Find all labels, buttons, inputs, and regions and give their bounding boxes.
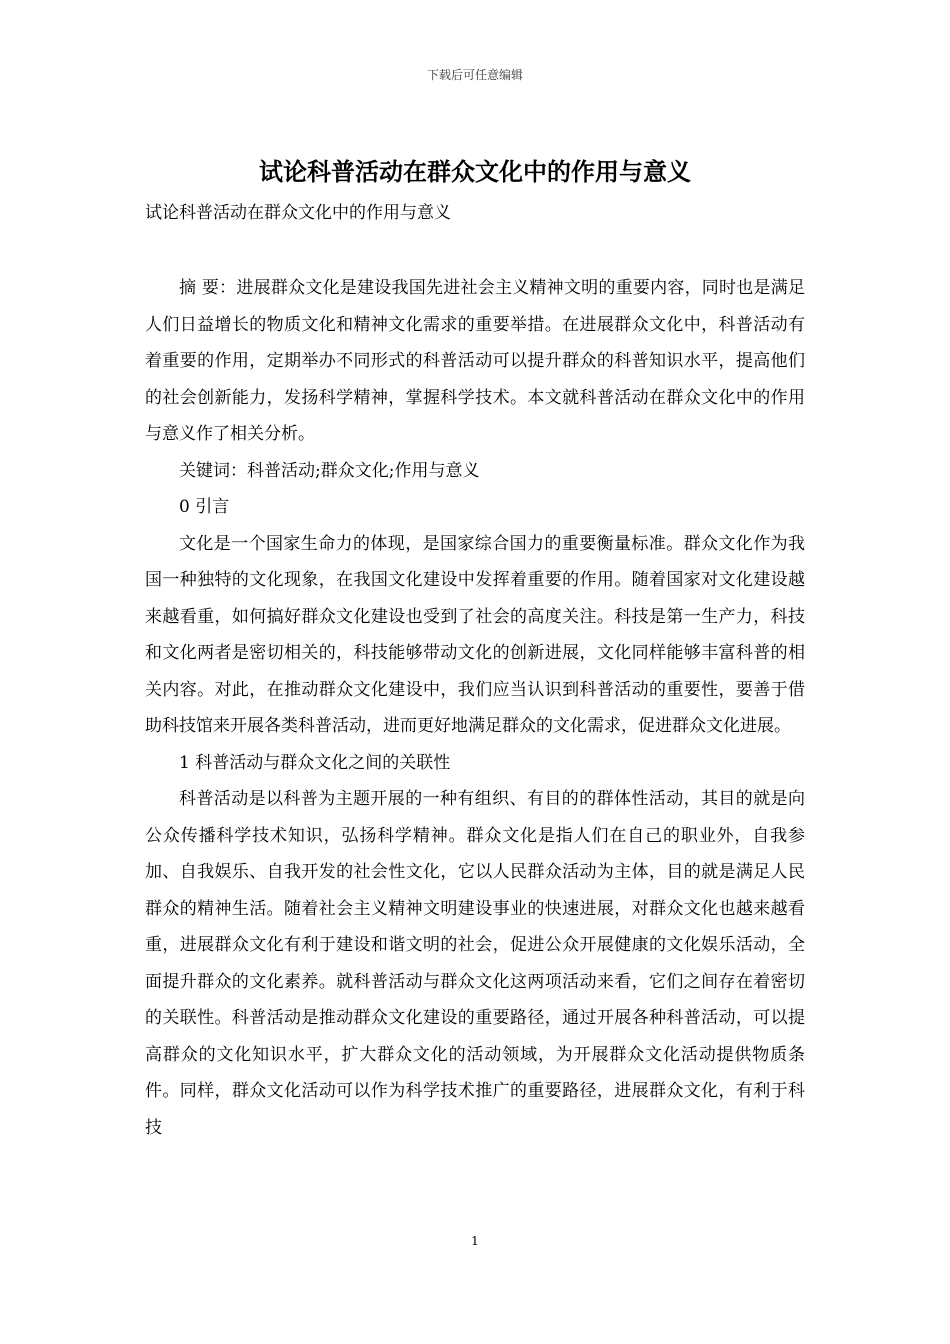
document-subtitle: 试论科普活动在群众文化中的作用与意义 — [145, 203, 451, 223]
abstract-paragraph: 摘 要：进展群众文化是建设我国先进社会主义精神文明的重要内容，同时也是满足人们日益增长的物质文化和精神文化需求的重要举措。在进展群众文化中，科普活动有着重要的作用，定期举办不同形式的科普活动可以提升群众的科普知识水平，提高他们的社会创新能力，发扬科学精神，掌握科学技术。本文就科普活动在群众文化中的作用与意义作了相关分析。 — [145, 278, 805, 444]
document-title: 试论科普活动在群众文化中的作用与意义 — [259, 157, 691, 186]
keywords-paragraph: 关键词：科普活动;群众文化;作用与意义 — [179, 460, 480, 481]
section-heading-1: 1 科普活动与群众文化之间的关联性 — [179, 752, 451, 773]
section-1-paragraph: 科普活动是以科普为主题开展的一种有组织、有目的的群体性活动，其目的就是向公众传播科学技术知识，弘扬科学精神。群众文化是指人们在自己的职业外，自我参加、自我娱乐、自我开发的社会性文化，它以人民群众活动为主体，目的就是满足人民群众的精神生活。随着社会主义精神文明建设事业的快速进展，对群众文化也越来越看重，进展群众文化有利于建设和谐文明的社会，促进公众开展健康的文化娱乐活动，全面提升群众的文化素养。就科普活动与群众文化这两项活动来看，它们之间存在着密切的关联性。科普活动是推动群众文化建设的重要路径，通过开展各种科普活动，可以提高群众的文化知识水平，扩大群众文化的活动领域，为开展群众文化活动提供物质条件。同样，群众文化活动可以作为科学技术推广的重要路径，进展群众文化，有利于科技 — [145, 789, 805, 1138]
document-body — [145, 270, 805, 1146]
introduction-paragraph: 文化是一个国家生命力的体现，是国家综合国力的重要衡量标准。群众文化作为我国一种独特的文化现象，在我国文化建设中发挥着重要的作用。随着国家对文化建设越来越看重，如何搞好群众文化建设也受到了社会的高度关注。科技是第一生产力，科技和文化两者是密切相关的，科技能够带动文化的创新进展，文化同样能够丰富科普的相关内容。对此，在推动群众文化建设中，我们应当认识到科普活动的重要性，要善于借助科技馆来开展各类科普活动，进而更好地满足群众的文化需求，促进群众文化进展。 — [145, 533, 805, 736]
page-number: 1 — [471, 1234, 479, 1248]
section-heading-introduction: 0 引言 — [179, 497, 230, 517]
header-note: 下载后可任意编辑 — [426, 68, 523, 82]
